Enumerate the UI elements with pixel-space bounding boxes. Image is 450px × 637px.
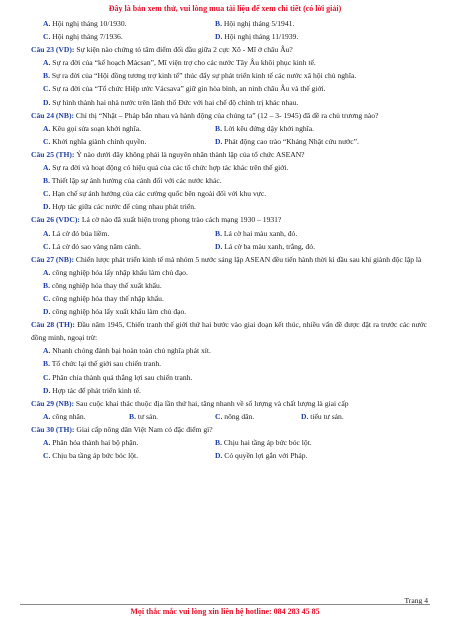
answer-option-label: D. bbox=[215, 241, 223, 251]
answer-option bbox=[215, 449, 387, 462]
answer-option bbox=[43, 449, 215, 462]
answer-option-text: Hội nghị tháng 7/1936. bbox=[50, 32, 123, 42]
question-text: Giai cấp nông dân Việt Nam có đặc điểm gì? bbox=[74, 424, 213, 434]
answer-option-label: C. bbox=[43, 32, 51, 42]
answer-option-text: Lá cờ đỏ búa liềm. bbox=[50, 228, 110, 238]
answer-option bbox=[215, 227, 387, 240]
answer-option-text: công nghiệp hóa thay thế nhập khẩu. bbox=[50, 293, 164, 303]
answer-option bbox=[129, 410, 215, 423]
answer-option-text: Tổ chức lại thế giới sau chiến tranh. bbox=[49, 359, 162, 369]
answer-option bbox=[215, 240, 387, 253]
answer-option-row bbox=[31, 135, 427, 148]
answer-option-row bbox=[31, 17, 427, 30]
answer-option-label: C. bbox=[43, 293, 51, 303]
answer-option-text: Phát động cao trào “Kháng Nhật cứu nước”. bbox=[222, 136, 359, 146]
preview-banner: Đây là bản xem thử, vui lòng mua tài liệu để xem chi tiết (có lời giải) bbox=[108, 4, 342, 13]
answer-option bbox=[31, 96, 427, 109]
answer-option-text: công nghiệp hóa lấy xuất khẩu làm chủ đạo. bbox=[50, 307, 187, 317]
answer-option-label: A. bbox=[43, 228, 51, 238]
question-stem bbox=[31, 318, 427, 344]
answer-option bbox=[31, 357, 427, 370]
answer-option bbox=[215, 410, 301, 423]
answer-option-label: C. bbox=[43, 84, 51, 94]
answer-option bbox=[215, 17, 387, 30]
answer-option-text: tiểu tư sản. bbox=[308, 411, 344, 421]
answer-option-text: Phân chia thành quả thắng lợi sau chiến tranh. bbox=[50, 372, 193, 382]
answer-option-label: D. bbox=[43, 97, 51, 107]
answer-option-text: Hội nghị tháng 10/1930. bbox=[50, 19, 127, 28]
question-stem bbox=[31, 397, 427, 410]
answer-option bbox=[31, 161, 427, 174]
answer-option-text: Phân hóa thành hai bộ phận. bbox=[50, 438, 139, 447]
answer-option bbox=[43, 30, 215, 43]
answer-option bbox=[43, 227, 215, 240]
answer-option bbox=[43, 410, 129, 423]
answer-option bbox=[31, 292, 427, 305]
answer-option-text: Có quyền lợi gắn với Pháp. bbox=[222, 451, 308, 461]
answer-option-label: B. bbox=[215, 123, 222, 133]
question-text: Ý nào dưới đây không phải là nguyên nhân thành lập của tổ chức ASEAN? bbox=[74, 149, 305, 159]
answer-option-text: Sự ra đời và hoạt động có hiệu quả của các tổ chức hợp tác khác trên thế giới. bbox=[50, 163, 289, 173]
answer-option-label: A. bbox=[43, 411, 51, 421]
answer-option bbox=[215, 436, 387, 449]
answer-option bbox=[43, 122, 215, 135]
question-number: Câu 26 (VDC): bbox=[31, 215, 80, 225]
answer-option-text: Lá cờ đỏ sao vàng năm cánh. bbox=[50, 241, 141, 251]
footer-divider bbox=[20, 604, 430, 605]
answer-option-label: A. bbox=[43, 19, 51, 28]
answer-option-text: Sự ra đời của “Tổ chức Hiệp ước Vácsava” giữ gìn hòa bình, an ninh châu Âu và thế giới. bbox=[50, 84, 326, 94]
answer-option-text: công nhân. bbox=[50, 411, 86, 421]
answer-option bbox=[31, 344, 427, 357]
answer-option-text: Sự ra đời của “Hội đồng tương trợ kinh tế” thúc đẩy sự phát triển kinh tế các nước xã hội chủ nghĩa. bbox=[49, 71, 357, 81]
answer-option-label: B. bbox=[129, 411, 136, 421]
answer-option bbox=[31, 266, 427, 279]
answer-option bbox=[215, 30, 387, 43]
question-number: Câu 23 (VD): bbox=[31, 45, 75, 55]
answer-option bbox=[43, 240, 215, 253]
answer-option bbox=[31, 279, 427, 292]
question-stem bbox=[31, 213, 427, 226]
answer-option-text: Chịu ba tầng áp bức bóc lột. bbox=[50, 451, 139, 461]
answer-option-text: Hội nghị tháng 5/1941. bbox=[221, 19, 295, 28]
answer-option-text: nông dân. bbox=[222, 411, 255, 421]
answer-option-text: Hạn chế sự ảnh hưởng của các cường quốc bên ngoài đối với khu vực. bbox=[50, 189, 267, 199]
answer-option-text: tư sản. bbox=[135, 411, 159, 421]
answer-option-label: A. bbox=[43, 346, 51, 356]
answer-option bbox=[31, 174, 427, 187]
page-number: Trang 4 bbox=[404, 596, 428, 605]
answer-option bbox=[31, 69, 427, 82]
answer-option-text: Thiết lập sự ảnh hưởng của cảnh đối với các nước khác. bbox=[49, 176, 222, 186]
answer-option-label: B. bbox=[43, 176, 50, 186]
question-text: Sự kiện nào chứng tỏ tâm điểm đối đầu giữa 2 cực Xô - Mĩ ở châu Âu? bbox=[74, 45, 293, 55]
answer-option-row bbox=[31, 449, 427, 462]
answer-option-label: D. bbox=[215, 451, 223, 461]
answer-option-text: Chịu hai tầng áp bức bóc lột. bbox=[221, 438, 312, 447]
answer-option bbox=[31, 56, 427, 69]
answer-option-text: công nghiệp hóa lấy nhập khẩu làm chủ đạo. bbox=[50, 267, 188, 277]
answer-option-label: B. bbox=[43, 359, 50, 369]
answer-option bbox=[43, 17, 215, 30]
answer-option-label: D. bbox=[43, 385, 51, 395]
question-text: Chiến lược phát triển kinh tế mà nhóm 5 nước sáng lập ASEAN đều tiến hành thời kì đầu sau khi giành độc lập là bbox=[74, 254, 422, 264]
answer-option-text: Kêu gọi sửa soạn khởi nghĩa. bbox=[50, 123, 141, 133]
hotline-footer: Mọi thắc mắc vui lòng xin liên hệ hotline: 084 283 45 85 bbox=[130, 607, 320, 616]
answer-option bbox=[31, 305, 427, 318]
question-text: Lá cờ nào đã xuất hiện trong phong trào cách mạng 1930 – 1931? bbox=[79, 215, 282, 225]
answer-option-row bbox=[31, 436, 427, 449]
answer-option-label: C. bbox=[43, 136, 51, 146]
question-number: Câu 29 (NB): bbox=[31, 398, 75, 408]
answer-option-label: B. bbox=[43, 280, 50, 290]
question-stem bbox=[31, 423, 427, 436]
answer-option-row bbox=[31, 227, 427, 240]
question-number: Câu 25 (TH): bbox=[31, 149, 75, 159]
answer-option-label: B. bbox=[43, 71, 50, 81]
answer-option bbox=[215, 135, 387, 148]
question-number: Câu 30 (TH): bbox=[31, 424, 75, 434]
answer-option-text: Nhanh chóng đánh bại hoàn toàn chủ nghĩa phát xít. bbox=[50, 346, 211, 356]
question-text: Đầu năm 1945, Chiến tranh thế giới thứ hai bước vào giai đoạn kết thúc, nhiều vấn đề được đặt ra trước các nước đồng minh, ngoại trừ: bbox=[31, 320, 428, 343]
question-number: Câu 24 (NB): bbox=[31, 110, 75, 120]
answer-option-text: Hội nghị tháng 11/1939. bbox=[222, 32, 299, 42]
answer-option-label: A. bbox=[43, 267, 51, 277]
answer-option-row bbox=[31, 240, 427, 253]
question-number: Câu 28 (TH): bbox=[31, 320, 75, 330]
answer-option-label: C. bbox=[43, 451, 51, 461]
answer-option-label: A. bbox=[43, 163, 51, 173]
question-stem bbox=[31, 253, 427, 266]
answer-option-label: C. bbox=[43, 372, 51, 382]
answer-option-label: D. bbox=[43, 202, 51, 212]
answer-option-row bbox=[31, 122, 427, 135]
question-stem bbox=[31, 43, 427, 56]
answer-option bbox=[43, 135, 215, 148]
answer-option-label: C. bbox=[43, 241, 51, 251]
answer-option bbox=[215, 122, 387, 135]
answer-option-text: Khởi nghĩa giành chính quyền. bbox=[50, 136, 147, 146]
answer-option-text: Hợp tác giữa các nước để cùng nhau phát triển. bbox=[50, 202, 196, 212]
answer-option-label: B. bbox=[215, 19, 222, 28]
answer-option bbox=[31, 200, 427, 213]
answer-option-row bbox=[31, 410, 427, 423]
answer-option-label: D. bbox=[215, 136, 223, 146]
answer-option-label: D. bbox=[43, 307, 51, 317]
answer-option-text: Lá cờ ba màu xanh, trắng, đỏ. bbox=[222, 241, 315, 251]
question-content bbox=[31, 17, 427, 462]
answer-option-text: công nghiệp hóa thay thế xuất khẩu. bbox=[49, 280, 162, 290]
answer-option-text: Hợp tác để phát triển kinh tế. bbox=[50, 385, 141, 395]
answer-option-text: Sự ra đời của “kế hoạch Mácsan”, Mĩ viện trợ cho các nước Tây Âu khôi phục kinh tế. bbox=[50, 58, 316, 68]
answer-option-text: Lời kêu đứng dậy khởi nghĩa. bbox=[221, 123, 315, 133]
answer-option bbox=[31, 371, 427, 384]
answer-option-label: A. bbox=[43, 438, 51, 447]
answer-option-label: A. bbox=[43, 123, 51, 133]
answer-option-label: B. bbox=[215, 228, 222, 238]
answer-option bbox=[43, 436, 215, 449]
answer-option-row bbox=[31, 30, 427, 43]
answer-option-label: B. bbox=[215, 438, 222, 447]
answer-option-label: D. bbox=[215, 32, 223, 42]
question-stem bbox=[31, 148, 427, 161]
answer-option-label: C. bbox=[215, 411, 223, 421]
answer-option-text: Lá cờ hai màu xanh, đỏ. bbox=[221, 228, 298, 238]
answer-option bbox=[31, 187, 427, 200]
answer-option-label: A. bbox=[43, 58, 51, 68]
answer-option-label: C. bbox=[43, 189, 51, 199]
question-stem bbox=[31, 109, 427, 122]
answer-option bbox=[301, 410, 387, 423]
question-text: Chỉ thị “Nhật – Pháp bắn nhau và hành động của chúng ta” (12 – 3- 1945) đã đề ra chủ trương nào? bbox=[74, 110, 379, 120]
answer-option bbox=[31, 384, 427, 397]
answer-option-text: Sự hình thành hai nhà nước trên lãnh thổ Đức với hai chế độ chính trị khác nhau. bbox=[50, 97, 299, 107]
question-number: Câu 27 (NB): bbox=[31, 254, 75, 264]
answer-option bbox=[31, 82, 427, 95]
question-text: Sau cuộc khai thác thuộc địa lần thứ hai, tăng nhanh về số lượng và chất lượng là giai cấp bbox=[74, 398, 349, 408]
answer-option-label: D. bbox=[301, 411, 309, 421]
